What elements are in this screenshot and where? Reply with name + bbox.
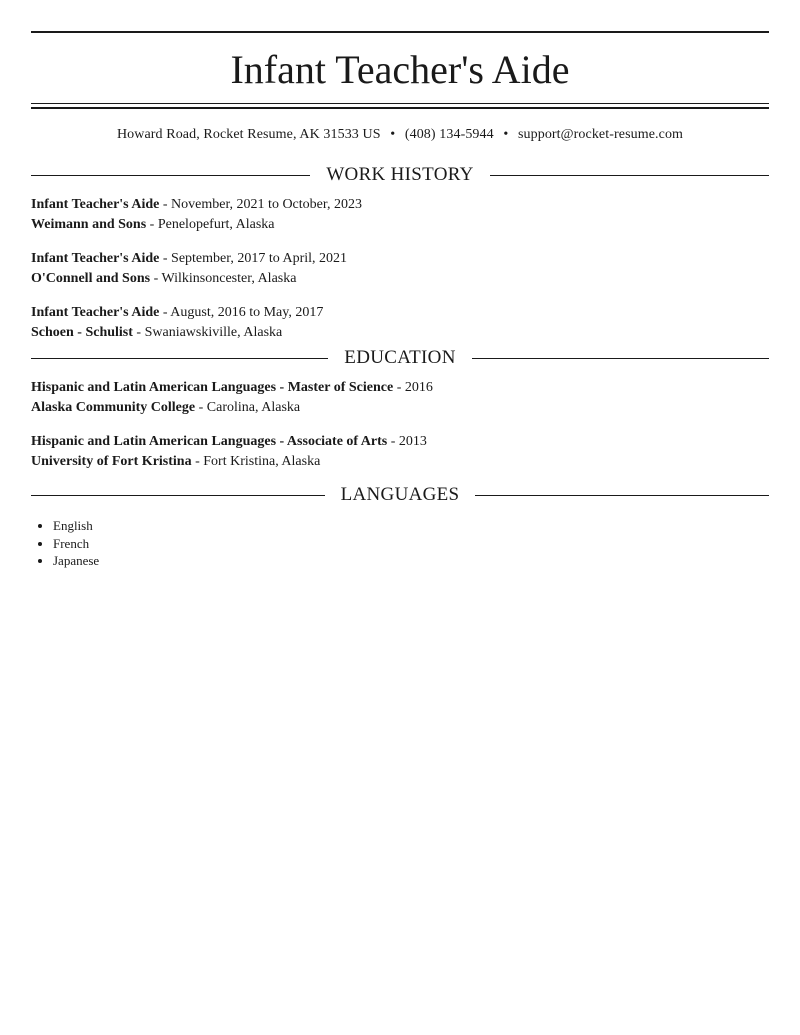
job-company-line — [31, 323, 769, 343]
section-rule-left — [31, 495, 325, 496]
dash: - — [162, 251, 168, 266]
degree-line — [31, 432, 769, 452]
contact-address: Howard Road, Rocket Resume, AK 31533 US — [116, 127, 381, 142]
education-header — [31, 347, 769, 369]
dash: - — [153, 271, 159, 286]
top-rule — [31, 31, 769, 33]
contact-separator: • — [503, 127, 509, 142]
school-name: University of Fort Kristina — [31, 454, 192, 469]
job-dates: November, 2021 to October, 2023 — [171, 197, 362, 212]
job-role: Infant Teacher's Aide — [31, 251, 160, 266]
job-location: Wilkinsoncester, Alaska — [161, 271, 297, 286]
degree-year: 2013 — [398, 434, 427, 449]
contact-line — [31, 126, 769, 144]
job-entry — [31, 303, 769, 343]
school-line — [31, 398, 769, 418]
job-company-line — [31, 215, 769, 235]
dash: - — [162, 197, 168, 212]
section-rule-right — [475, 495, 769, 496]
section-rule-right — [490, 175, 769, 176]
degree-name: Hispanic and Latin American Languages - Associate of Arts — [31, 434, 388, 449]
section-rule-left — [31, 358, 328, 359]
dash: - — [149, 217, 155, 232]
school-name: Alaska Community College — [31, 400, 196, 415]
job-title-line — [31, 249, 769, 269]
job-dates: September, 2017 to April, 2021 — [171, 251, 348, 266]
dash: - — [195, 454, 200, 469]
language-item: • English — [53, 517, 769, 535]
contact-email: support@rocket-resume.com — [517, 127, 684, 142]
contact-phone: (408) 134-5944 — [404, 127, 494, 142]
section-rule-right — [472, 358, 769, 359]
job-company: Weimann and Sons — [31, 217, 147, 232]
job-location: Penelopefurt, Alaska — [157, 217, 275, 232]
job-dates: August, 2016 to May, 2017 — [170, 305, 324, 320]
header-double-rule — [31, 103, 769, 109]
languages-list — [31, 517, 769, 570]
job-location: Swaniawskiville, Alaska — [144, 325, 283, 340]
section-rule-left — [31, 175, 310, 176]
work-history-title: WORK HISTORY — [326, 164, 474, 185]
resume-name: Infant Teacher's Aide — [230, 47, 570, 92]
resume-page — [31, 31, 769, 570]
job-company: Schoen - Schulist — [31, 325, 133, 340]
language-item: • Japanese — [53, 552, 769, 570]
school-location: Fort Kristina, Alaska — [203, 454, 321, 469]
degree-year: 2016 — [404, 380, 433, 395]
languages-header — [31, 484, 769, 506]
job-company: O'Connell and Sons — [31, 271, 151, 286]
job-role: Infant Teacher's Aide — [31, 197, 160, 212]
job-entry — [31, 249, 769, 289]
education-entry — [31, 378, 769, 418]
dash: - — [198, 400, 204, 415]
work-history-header — [31, 164, 769, 186]
job-entry — [31, 195, 769, 235]
education-title: EDUCATION — [344, 347, 456, 368]
job-company-line — [31, 269, 769, 289]
degree-name: Hispanic and Latin American Languages - Master of Science — [31, 380, 394, 395]
job-role: Infant Teacher's Aide — [31, 305, 160, 320]
degree-line — [31, 378, 769, 398]
contact-separator: • — [390, 127, 396, 142]
languages-title: LANGUAGES — [340, 484, 460, 505]
dash: - — [390, 434, 396, 449]
job-title-line — [31, 303, 769, 323]
dash: - — [396, 380, 402, 395]
education-entry — [31, 432, 769, 472]
job-title-line — [31, 195, 769, 215]
school-line — [31, 452, 769, 472]
dash: - — [136, 325, 142, 340]
dash: - — [162, 305, 168, 320]
language-item: • French — [53, 535, 769, 553]
school-location: Carolina, Alaska — [206, 400, 301, 415]
